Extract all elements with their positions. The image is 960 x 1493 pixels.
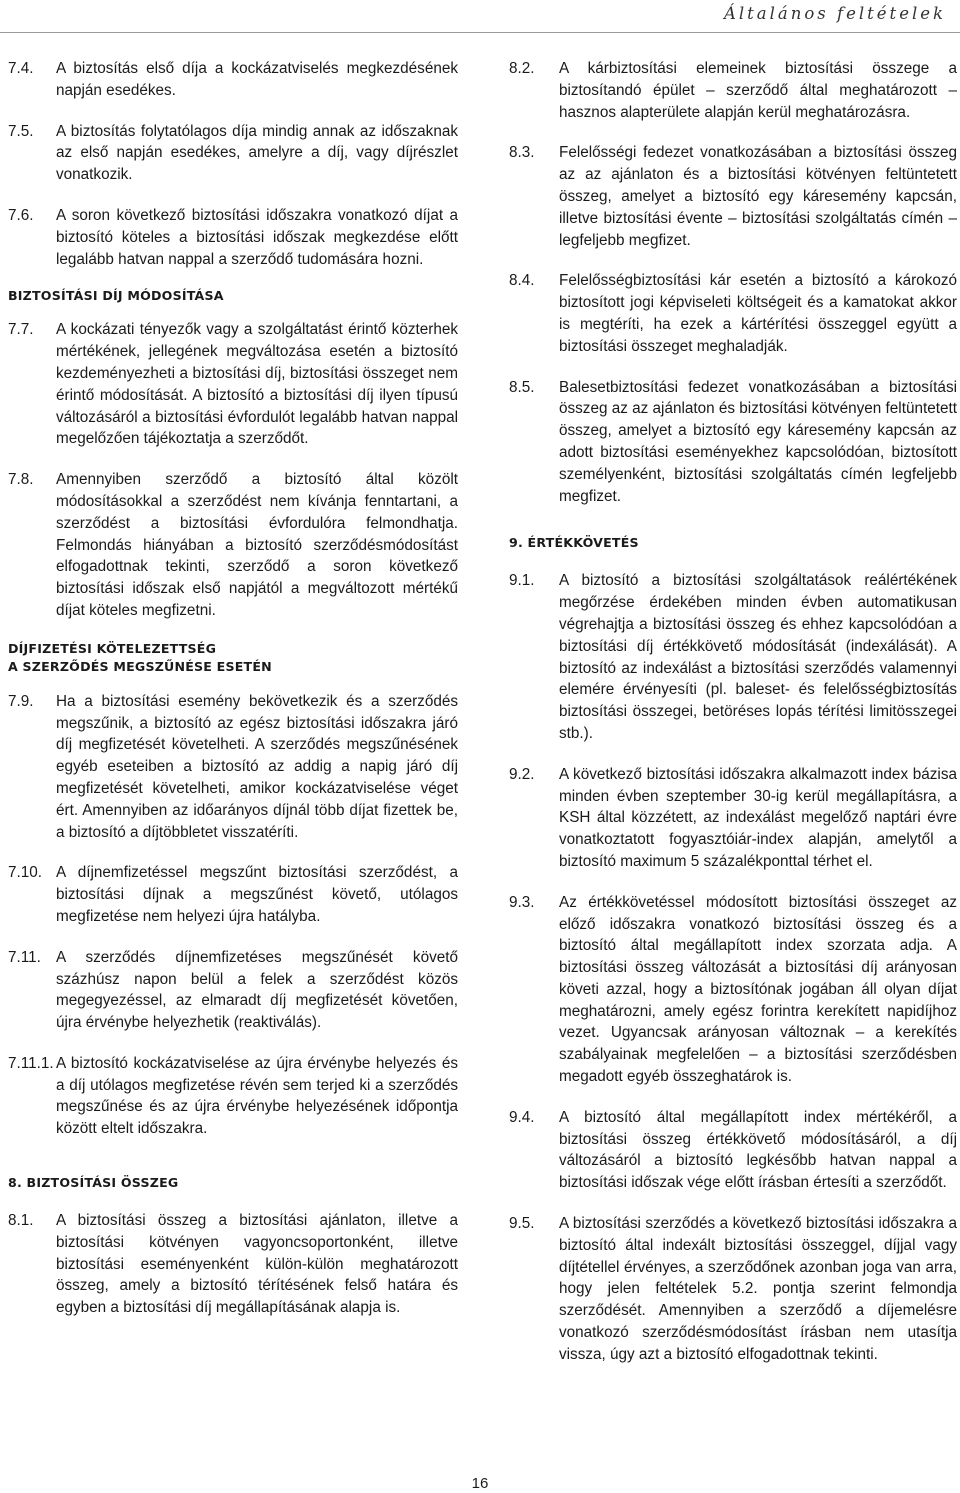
clause bbox=[8, 319, 458, 450]
clause-number: 9.5. bbox=[509, 1215, 535, 1233]
clause-text: A biztosítás első díja a kockázatviselés megkezdésének napján esedékes. bbox=[56, 60, 458, 99]
clause-text: A biztosító kockázatviselése az újra érvénybe helyezés és a díj utólagos megfizetése révén sem terjed ki a szerződés megszűnése és az újra érvénybe helyezésének időpontja között eltelt időszakra. bbox=[56, 1054, 458, 1138]
clause-number: 8.4. bbox=[509, 272, 535, 290]
clause bbox=[509, 1213, 957, 1366]
clause bbox=[8, 58, 458, 102]
clause-text: A biztosító a biztosítási szolgáltatások reálértékének megőrzése érdekében minden évben automatikusan végrehajtja a biztosítási összeg és ehhez kapcsolódóan a biztosítási díj értékkövető módosítását (indexálását). A biztosító az indexálást a biztosítási szerződés valamennyi elemére érvényesíti (pl. baleset- és felelősségbiztosítás biztosítási összegei, betöréses lopás térítési limitösszegei stb.). bbox=[559, 572, 957, 742]
section-heading-line: BIZTOSÍTÁSI DÍJ MÓDOSÍTÁSA bbox=[8, 288, 224, 304]
section-heading-line: 8. BIZTOSÍTÁSI ÖSSZEG bbox=[8, 1175, 179, 1191]
clause-text: A biztosítás folytatólagos díja mindig annak az időszaknak az első napján esedékes, amelyre a díj, vagy díjrészlet vonatkozik. bbox=[56, 122, 458, 184]
clause-text: A soron következő biztosítási időszakra vonatkozó díjat a biztosító köteles a biztosítási időszak megkezdése előtt legalább hatvan nappal a szerződő tudomására hozni. bbox=[56, 206, 458, 268]
clause bbox=[8, 1210, 458, 1319]
section-heading bbox=[509, 534, 957, 552]
clause-number: 8.1. bbox=[8, 1212, 34, 1230]
clause bbox=[509, 142, 957, 251]
section-heading bbox=[8, 287, 458, 305]
clause-text: Az értékkövetéssel módosított biztosítási összeget az előző időszakra vonatkozó biztosítási összeg és a biztosító által megállapított index szorzata adja. A biztosítási összeg változását a biztosítási díj arányosan követi azzal, hogy a biztosítónak jogában áll olyan díjat meghatározni, amely egész forintra kerekített napidíjhoz vezet. Ugyancsak arányosan változnak – a kerekítés szabályainak megfelelően – a biztosítási szerződésben megadott egyéb összeghatárok is. bbox=[559, 893, 957, 1086]
clause-text: A biztosítási összeg a biztosítási ajánlaton, illetve a biztosítási kötvényen vagyoncsoportonként, illetve biztosítási eseményenként külön-külön meghatározott összeg, amely a biztosító térítésének felső határa és egyben a biztosítási díj megállapításának alapja is. bbox=[56, 1212, 458, 1317]
clause-text: A kockázati tényezők vagy a szolgáltatást érintő közterhek mértékének, jellegének megváltozása esetén a biztosító kezdeményezheti a biztosítási díj, biztosítási összeget nem érintő módosítását. A biztosító a biztosítási díj ilyen típusú változásáról a biztosítási évfordulót legalább hatvan nappal megelőzően tájékoztatja a szerződőt. bbox=[56, 321, 458, 448]
clause-text: A kárbiztosítási elemeinek biztosítási összege a biztosítandó épület – szerződő által meghatározott – hasznos alapterülete alapján kerül meghatározásra. bbox=[559, 60, 957, 121]
section-heading bbox=[8, 640, 458, 676]
clause bbox=[8, 469, 458, 622]
clause-text: A díjnemfizetéssel megszűnt biztosítási szerződést, a biztosítási díjnak a megszűnést követő, utólagos megfizetése nem helyezi újra hatályba. bbox=[56, 864, 458, 925]
clause bbox=[8, 862, 458, 927]
clause-number: 9.2. bbox=[509, 765, 535, 783]
clause bbox=[509, 764, 957, 873]
clause bbox=[509, 570, 957, 744]
clause-number: 8.3. bbox=[509, 144, 535, 162]
clause bbox=[8, 691, 458, 844]
clause bbox=[8, 1053, 458, 1140]
header-title: Általános feltételek bbox=[723, 4, 946, 23]
page-number: 16 bbox=[471, 1475, 489, 1492]
clause-number: 7.11. bbox=[8, 948, 41, 966]
clause-number: 7.9. bbox=[8, 692, 34, 710]
section-heading bbox=[8, 1174, 458, 1192]
clause-text: A következő biztosítási időszakra alkalmazott index bázisa minden évben szeptember 30-ig kerül megállapításra, a KSH által közzétett, az indexálást megelőző naptári évre vonatkoztatott fogyasztóiár-index alapján, amelytől a biztosító maximum 5 százalékponttal térhet el. bbox=[559, 765, 957, 870]
left-column bbox=[8, 58, 458, 1319]
section-heading-line: 9. ÉRTÉKKÖVETÉS bbox=[509, 535, 639, 551]
clause bbox=[509, 377, 957, 508]
clause-number: 7.10. bbox=[8, 864, 43, 882]
clause-number: 7.11.1. bbox=[8, 1054, 54, 1072]
header-divider bbox=[0, 32, 960, 33]
page-header bbox=[0, 0, 960, 34]
clause bbox=[509, 892, 957, 1088]
clause bbox=[8, 947, 458, 1034]
clause-text: Felelősségi fedezet vonatkozásában a biztosítási összeg az az ajánlaton és a biztosítási kötvényen feltüntetett összeg, amelyet a biztosító egy káresemény kapcsán, illetve biztosítási évente – biztosítási szolgáltatás címén – legfeljebb megfizet. bbox=[559, 144, 957, 249]
clause-text: Felelősségbiztosítási kár esetén a biztosító a károkozó biztosított jogi képviseleti költségeit és a kamatokat akkor is megtéríti, ha ezek a kártérítési összeggel együtt a biztosítási összeget meghaladják. bbox=[559, 272, 957, 355]
clause-text: A szerződés díjnemfizetéses megszűnését követő százhúsz napon belül a felek a szerződést közös megegyezéssel, az elmaradt díj megfizetését követően, újra érvénybe helyezhetik (reaktiválás). bbox=[56, 948, 458, 1032]
clause bbox=[509, 1107, 957, 1194]
clause-text: Amennyiben szerződő a biztosító által közölt módosításokkal a szerződést nem kívánja fenntartani, a szerződést a biztosítási évfordulóra felmondhatja. Felmondás hiányában a biztosító szerződésmódosítást elfogadottnak tekinti, szerződő a soron következő biztosítási időszak első napjától a megváltozott mértékű díjat köteles megfizetni. bbox=[56, 471, 458, 619]
section-heading-line: A SZERZŐDÉS MEGSZŰNÉSE ESETÉN bbox=[8, 658, 272, 674]
clause-number: 7.7. bbox=[8, 321, 34, 339]
clause-text: A biztosítási szerződés a következő biztosítási időszakra a biztosító által indexált biztosítási összeggel, díjjal vagy díjtétellel érvényes, a szerződőnek azonban joga van arra, hogy jelen feltételek 5.2. pontja szerint felmondja szerződését. Amennyiben a szerződő a díjemelésre vonatkozó szerződésmódosítást írásban nem utasítja vissza, úgy azt a biztosító elfogadottnak tekinti. bbox=[559, 1215, 957, 1363]
clause-number: 8.5. bbox=[509, 378, 535, 396]
clause-number: 9.4. bbox=[509, 1108, 535, 1126]
clause-text: Ha a biztosítási esemény bekövetkezik és a szerződés megszűnik, a biztosító az egész biztosítási időszakra járó díj megfizetését követelheti. A szerződés megszűnésének egyéb eseteiben a biztosító az addig a napig járó díj megfizetését követelheti, amikor kockázatviselése véget ért. Amennyiben az időarányos díjnál több díjat fizettek be, a biztosító a díjtöbbletet visszatéríti. bbox=[56, 692, 458, 841]
clause bbox=[509, 58, 957, 123]
clause-number: 7.8. bbox=[8, 471, 34, 489]
section-heading-line: DÍJFIZETÉSI KÖTELEZETTSÉG bbox=[8, 640, 217, 656]
clause bbox=[8, 205, 458, 270]
clause-number: 9.1. bbox=[509, 572, 535, 590]
clause-text: A biztosító által megállapított index mértékéről, a biztosítási összeg értékkövető módosításáról, a díj változásáról a biztosító legkésőbb hatvan nappal a biztosítási időszak vége előtt írásban értesíti a szerződőt. bbox=[559, 1108, 957, 1192]
clause-number: 7.6. bbox=[8, 206, 34, 224]
clause-number: 9.3. bbox=[509, 893, 535, 911]
clause-text: Balesetbiztosítási fedezet vonatkozásában a biztosítási összeg az az ajánlaton és biztosítási kötvényen feltüntetett összeg, amelyet a biztosító egy káresemény kapcsán az adott biztosítási eseményekhez kapcsolódóan, biztosított személyenként, biztosítási szolgáltatás címén legfeljebb megfizet. bbox=[559, 378, 957, 505]
clause bbox=[8, 121, 458, 186]
clause bbox=[509, 270, 957, 357]
clause-number: 7.5. bbox=[8, 122, 34, 140]
clause-number: 8.2. bbox=[509, 60, 535, 77]
clause-number: 7.4. bbox=[8, 60, 34, 77]
right-column bbox=[509, 58, 957, 1366]
